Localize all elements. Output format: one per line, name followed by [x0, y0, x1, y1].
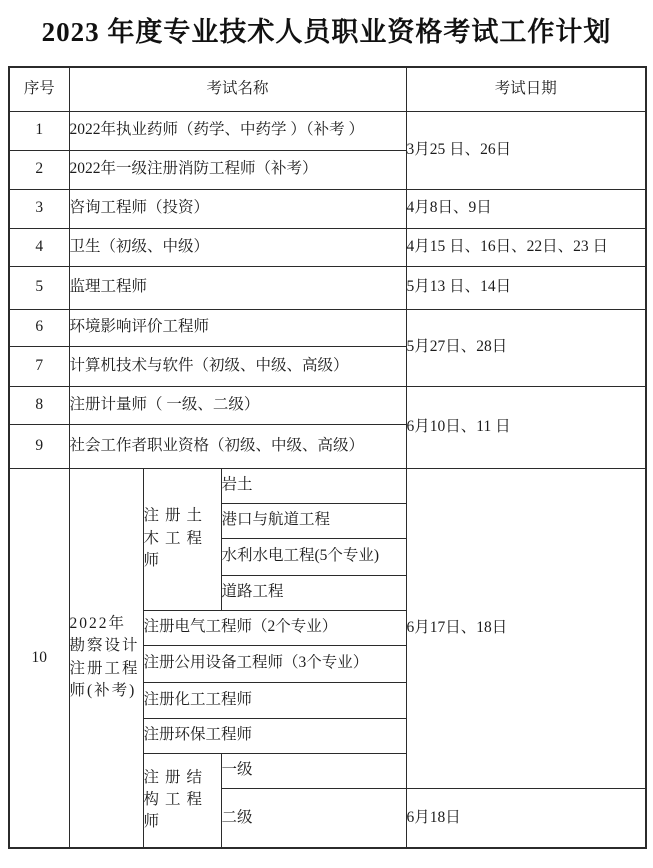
row-index: 3 [9, 189, 69, 228]
exam-schedule-table [8, 66, 647, 849]
exam-date-cell: 6月18日 [406, 788, 646, 848]
header-exam-date: 考试日期 [406, 67, 646, 111]
row-index: 9 [9, 424, 69, 468]
exam-name-cell: 监理工程师 [69, 266, 406, 309]
row-index: 10 [9, 468, 69, 848]
table-row [9, 228, 646, 266]
exam-name-cell: 2022年执业药师（药学、中药学 ）（补考 ） [69, 111, 406, 150]
row-index: 2 [9, 150, 69, 189]
specialty-cell: 道路工程 [221, 575, 406, 610]
exam-date-cell: 6月17日、18日 [406, 468, 646, 788]
exam-name-cell: 环境影响评价工程师 [69, 309, 406, 346]
page-title: 2023 年度专业技术人员职业资格考试工作计划 [41, 17, 612, 47]
exam-name-cell: 注册公用设备工程师（3个专业） [143, 645, 406, 682]
exam-name-cell: 卫生（初级、中级） [69, 228, 406, 266]
table-row [9, 189, 646, 228]
row-index: 4 [9, 228, 69, 266]
table-row [9, 111, 646, 150]
exam-name-cell: 计算机技术与软件（初级、中级、高级） [69, 346, 406, 386]
table-header-row [9, 67, 646, 111]
exam-name-cell: 社会工作者职业资格（初级、中级、高级） [69, 424, 406, 468]
exam-date-cell: 4月8日、9日 [406, 189, 646, 228]
exam-date-cell: 5月27日、28日 [406, 309, 646, 386]
row-index: 5 [9, 266, 69, 309]
exam-date-cell: 5月13 日、14日 [406, 266, 646, 309]
exam-name-cell: 注册环保工程师 [143, 718, 406, 753]
exam-name-cell: 注册计量师（ 一级、二级） [69, 386, 406, 424]
structural-engineer-cell: 注册结构工程师 [143, 753, 221, 848]
specialty-cell: 港口与航道工程 [221, 503, 406, 538]
specialty-cell: 水利水电工程(5个专业) [221, 538, 406, 575]
exam-name-cell: 咨询工程师（投资） [69, 189, 406, 228]
header-exam-name: 考试名称 [69, 67, 406, 111]
specialty-cell: 岩土 [221, 468, 406, 503]
level-cell: 一级 [221, 753, 406, 788]
table-row [9, 468, 646, 503]
exam-date-cell: 3月25 日、26日 [406, 111, 646, 189]
table-row [9, 386, 646, 424]
exam-date-cell: 6月10日、11 日 [406, 386, 646, 468]
exam-group-cell: 2022年勘察设计注册工程师(补考) [69, 468, 143, 848]
row-index: 6 [9, 309, 69, 346]
header-index: 序号 [9, 67, 69, 111]
document-page [0, 10, 653, 868]
row-index: 7 [9, 346, 69, 386]
exam-name-cell: 注册电气工程师（2个专业） [143, 610, 406, 645]
level-cell: 二级 [221, 788, 406, 848]
civil-engineer-cell: 注册土木工程师 [143, 468, 221, 610]
table-row [9, 266, 646, 309]
exam-date-cell: 4月15 日、16日、22日、23 日 [406, 228, 646, 266]
exam-name-cell: 2022年一级注册消防工程师（补考） [69, 150, 406, 189]
row-index: 8 [9, 386, 69, 424]
row-index: 1 [9, 111, 69, 150]
table-row [9, 309, 646, 346]
exam-name-cell: 注册化工工程师 [143, 682, 406, 718]
